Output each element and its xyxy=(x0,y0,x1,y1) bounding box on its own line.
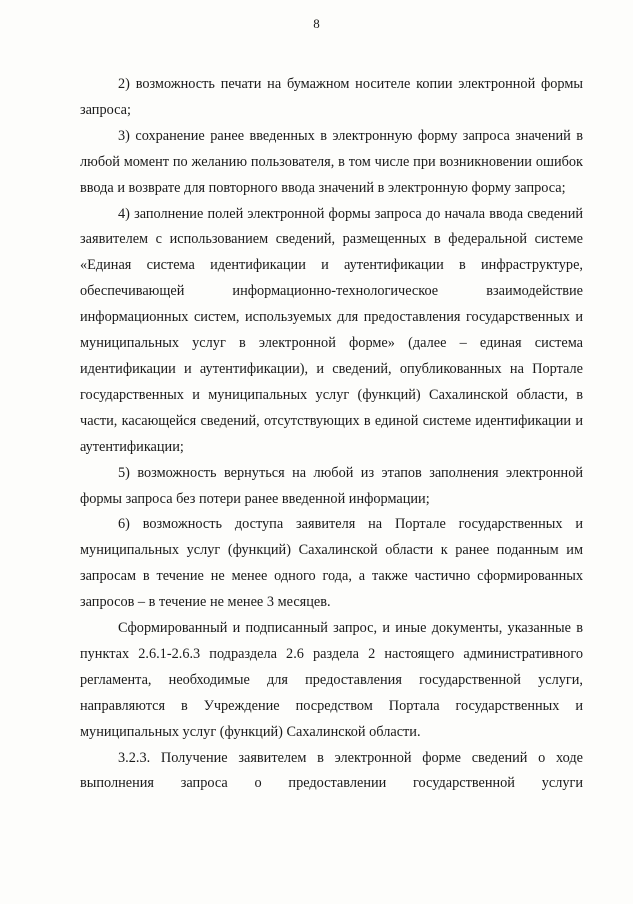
paragraph-item-4: 4) заполнение полей электронной формы запроса до начала ввода сведений заявителем с использованием сведений, размещенных в федеральной системе «Единая система идентификации и аутентификации в инфраструктуре, обеспечивающей информационно-технологическое взаимодействие информационных систем, используемых для предоставления государственных и муниципальных услуг в электронной форме» (далее – единая система идентификации и аутентификации), и сведений, опубликованных на Портале государственных и муниципальных услуг (функций) Сахалинской области, в части, касающейся сведений, отсутствующих в единой системе идентификации и аутентификации; xyxy=(80,205,583,455)
document-body xyxy=(80,72,583,797)
paragraph-section-3-2-3: 3.2.3. Получение заявителем в электронной форме сведений о ходе выполнения запроса о предоставлении государственной услуги xyxy=(80,749,583,792)
paragraph-item-3: 3) сохранение ранее введенных в электронную форму запроса значений в любой момент по желанию пользователя, в том числе при возникновении ошибок ввода и возврате для повторного ввода значений в электронную форму запроса; xyxy=(80,127,583,196)
page-number: 8 xyxy=(313,16,320,31)
paragraph-item-5: 5) возможность вернуться на любой из этапов заполнения электронной формы запроса без потери ранее введенной информации; xyxy=(80,464,583,507)
paragraph-submitted-request: Сформированный и подписанный запрос, и иные документы, указанные в пунктах 2.6.1-2.6.3 подраздела 2.6 раздела 2 настоящего административного регламента, необходимые для предоставления государственной услуги, направляются в Учреждение посредством Портала государственных и муниципальных услуг (функций) Сахалинской области. xyxy=(80,620,583,740)
paragraph-item-6: 6) возможность доступа заявителя на Портале государственных и муниципальных услуг (функций) Сахалинской области к ранее поданным им запросам в течение не менее одного года, а также частично сформированных запросов – в течение не менее 3 месяцев. xyxy=(80,516,583,611)
paragraph-item-2: 2) возможность печати на бумажном носителе копии электронной формы запроса; xyxy=(80,76,583,118)
